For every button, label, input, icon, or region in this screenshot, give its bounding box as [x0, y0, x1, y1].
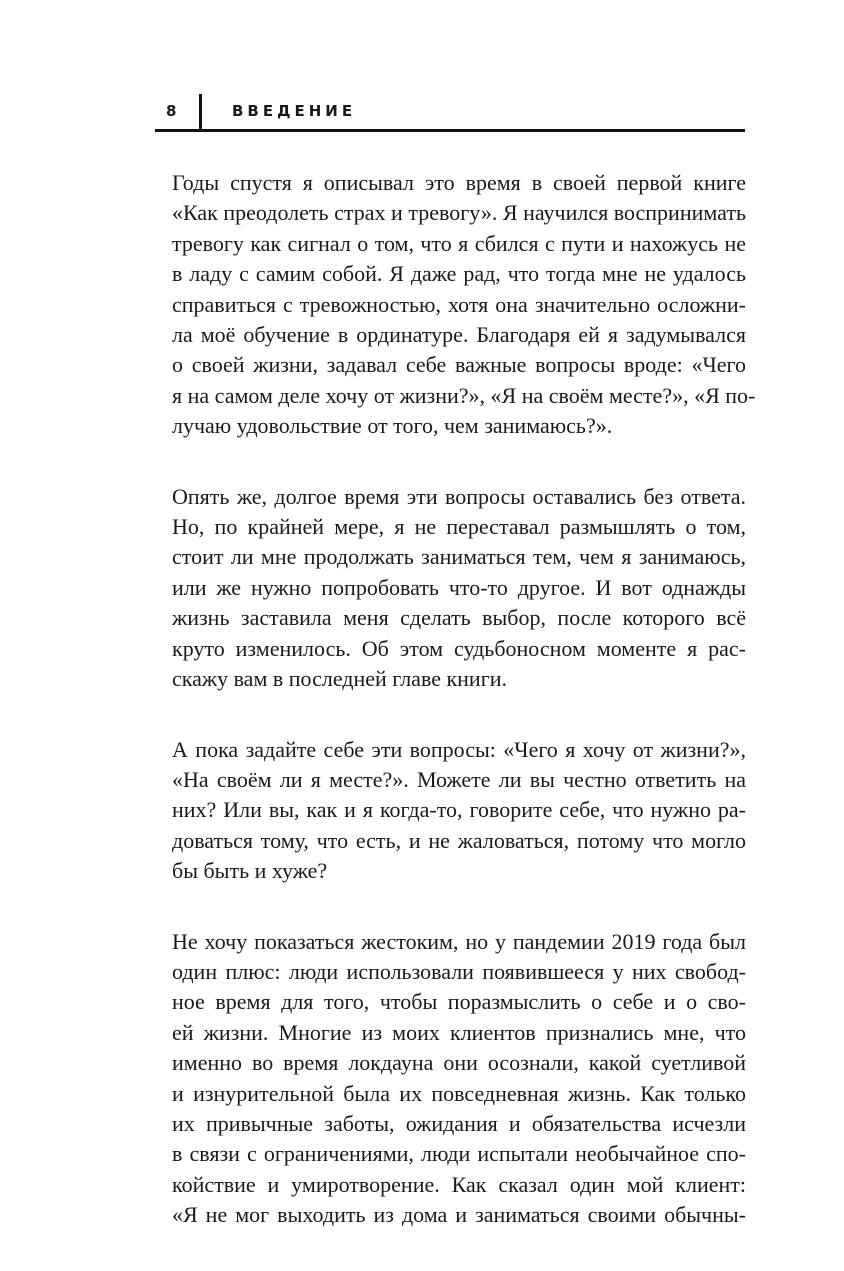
- text-line: ное время для того, чтобы поразмыслить о себе и о сво-: [172, 989, 746, 1015]
- text-line: их привычные заботы, ожидания и обязательства исчезли: [172, 1110, 746, 1136]
- text-line: тревогу как сигнал о том, что я сбился с пути и нахожусь не: [172, 230, 746, 256]
- text-line: один плюс: люди использовали появившееся у них свобод-: [172, 958, 746, 984]
- text-line: скажу вам в последней главе книги.: [172, 666, 508, 692]
- text-line: Не хочу показаться жестоким, но у пандемии 2019 года был: [172, 928, 746, 954]
- text-line: в связи с ограничениями, люди испытали необычайное спо-: [172, 1141, 746, 1167]
- header-rule: [155, 129, 745, 132]
- text-line: о своей жизни, задавал себе важные вопросы вроде: «Чего: [172, 352, 746, 378]
- body-text: [172, 168, 756, 1271]
- text-line: в ладу с самим собой. Я даже рад, что тогда мне не удалось: [172, 261, 746, 287]
- text-line: ей жизни. Многие из моих клиентов признались мне, что: [172, 1019, 746, 1045]
- paragraph: [172, 927, 746, 1231]
- text-line: «На своём ли я месте?». Можете ли вы честно ответить на: [172, 766, 746, 792]
- text-line: Опять же, долгое время эти вопросы оставались без ответа.: [172, 483, 746, 509]
- text-line: ла моё обучение в ординатуре. Благодаря ей я задумывался: [172, 322, 746, 348]
- text-line: именно во время локдауна они осознали, какой суетливой: [172, 1050, 746, 1076]
- text-line: «Я не мог выходить из дома и заниматься своими обычны-: [172, 1202, 746, 1228]
- paragraph: [172, 168, 756, 442]
- text-line: жизнь заставила меня сделать выбор, после которого всё: [172, 605, 746, 631]
- text-line: и изнурительной была их повседневная жизнь. Как только: [172, 1080, 746, 1106]
- header-divider: [199, 94, 202, 131]
- text-line: или же нужно попробовать что-то другое. И вот однажды: [172, 574, 746, 600]
- text-line: стоит ли мне продолжать заниматься тем, чем я занимаюсь,: [172, 544, 746, 570]
- text-line: Но, по крайней мере, я не переставал размышлять о том,: [172, 514, 746, 540]
- text-line: «Как преодолеть страх и тревогу». Я научился воспринимать: [172, 200, 746, 226]
- text-line: я на самом деле хочу от жизни?», «Я на своём месте?», «Я по-: [172, 382, 756, 408]
- paragraph: [172, 735, 746, 887]
- text-line: доваться тому, что есть, и не жаловаться, потому что могло: [172, 827, 746, 853]
- text-line: бы быть и хуже?: [172, 858, 328, 884]
- text-line: них? Или вы, как и я когда-то, говорите себе, что нужно ра-: [172, 797, 746, 823]
- text-line: справиться с тревожностью, хотя она значительно осложни-: [172, 291, 746, 317]
- chapter-title: ВВЕДЕНИЕ: [232, 102, 357, 120]
- text-line: Годы спустя я описывал это время в своей первой книге: [172, 170, 746, 195]
- paragraph: [172, 482, 746, 695]
- text-line: А пока задайте себе эти вопросы: «Чего я хочу от жизни?»,: [172, 736, 746, 762]
- text-line: койствие и умиротворение. Как сказал один мой клиент:: [172, 1171, 746, 1197]
- page-number: 8: [166, 102, 177, 120]
- text-line: круто изменилось. Об этом судьбоносном моменте я рас-: [172, 635, 746, 661]
- text-line: лучаю удовольствие от того, чем занимаюсь?».: [172, 413, 613, 439]
